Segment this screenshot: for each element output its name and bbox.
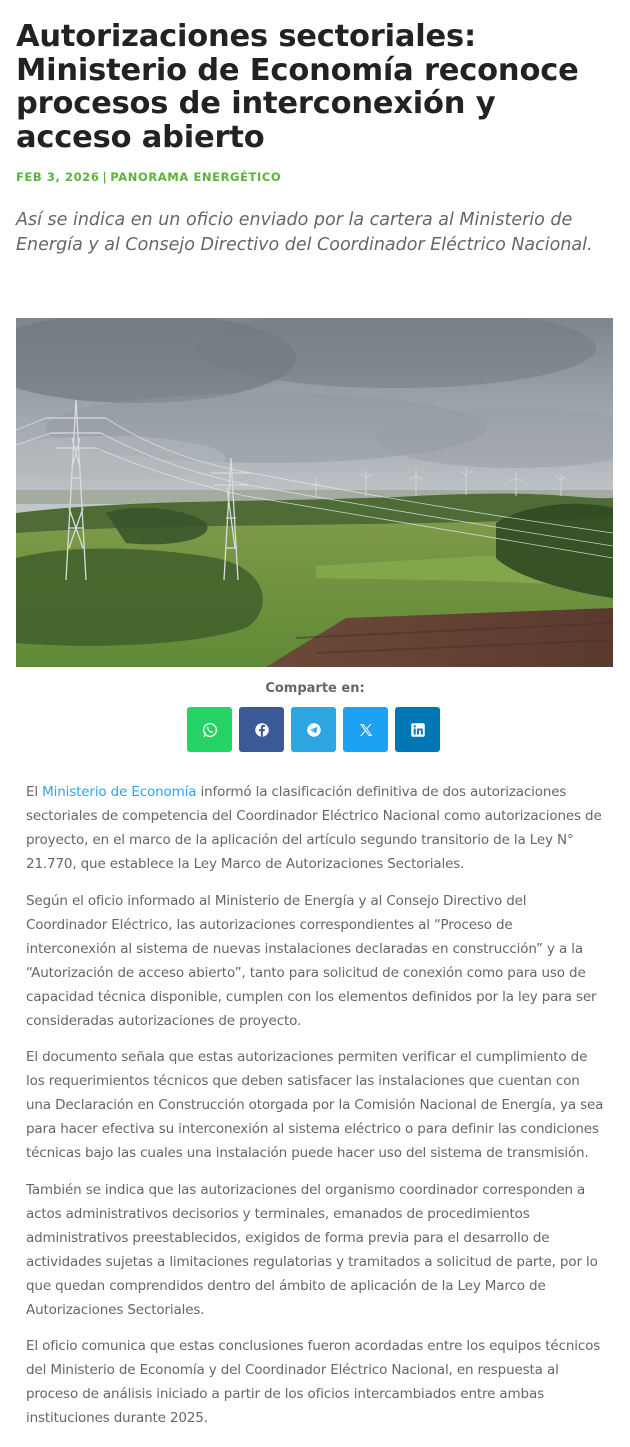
linkedin-icon: [409, 721, 427, 739]
paragraph-text: El: [26, 784, 43, 800]
facebook-icon: [253, 721, 271, 739]
share-label: Comparte en:: [265, 681, 365, 696]
share-x-button[interactable]: [343, 707, 388, 752]
share-linkedin-button[interactable]: [395, 707, 440, 752]
publish-date: FEB 3, 2026: [16, 170, 100, 184]
article-body: [26, 780, 606, 1443]
share-buttons: [187, 707, 440, 752]
telegram-icon: [305, 721, 323, 739]
body-paragraph-5: El oficio comunica que estas conclusiones fueron acordadas entre los equipos técnicos del Ministerio de Economía y del Coordinador Eléctrico Nacional, en respuesta al proceso de análisis iniciado a partir de los oficios intercambiados entre ambas instituciones durante 2025.: [26, 1338, 601, 1426]
share-whatsapp-button[interactable]: [187, 707, 232, 752]
hero-image: [16, 318, 613, 667]
body-paragraph-4: También se indica que las autorizaciones del organismo coordinador corresponden a actos administrativos decisorios y terminales, emanados de procedimientos administrativos preestablecidos, exigidos de forma previa para el desarrollo de actividades sujetas a limitaciones regulatorias y tramitados a solicitud de parte, por lo que quedan comprendidos dentro del ámbito de aplicación de la Ley Marco de Autorizaciones Sectoriales.: [26, 1181, 598, 1318]
whatsapp-icon: [201, 721, 219, 739]
body-paragraph-1: [26, 780, 606, 876]
category-link[interactable]: PANORAMA ENERGÉTICO: [110, 170, 282, 184]
landscape-power-lines-wind-turbines-icon: [16, 318, 613, 667]
x-icon: [357, 721, 375, 739]
share-telegram-button[interactable]: [291, 707, 336, 752]
article-excerpt: Así se indica en un oficio enviado por la cartera al Ministerio de Energía y al Consejo Directivo del Coordinador Eléctrico Nacional.: [16, 210, 593, 255]
body-paragraph-2: Según el oficio informado al Ministerio de Energía y al Consejo Directivo del Coordinador Eléctrico, las autorizaciones correspondientes al “Proceso de interconexión al sistema de nuevas instalaciones declaradas en construcción” y a la “Autorización de acceso abierto”, tanto para solicitud de conexión como para uso de capacidad técnica disponible, cumplen con los elementos definidos por la ley para ser consideradas autorizaciones de proyecto.: [26, 892, 597, 1029]
ministerio-economia-link[interactable]: Ministerio de Economía: [42, 784, 197, 800]
article-meta: [16, 170, 281, 184]
meta-separator: |: [102, 170, 108, 184]
share-facebook-button[interactable]: [239, 707, 284, 752]
paragraph-text: informó la clasificación definitiva de dos autorizaciones sectoriales de competencia del Coordinador Eléctrico Nacional como autorizaciones de proyecto, en el marco de la aplicación del artículo segundo transitorio de la Ley N° 21.770, que establece la Ley Marco de Autorizaciones Sectoriales.: [26, 784, 602, 872]
body-paragraph-3: El documento señala que estas autorizaciones permiten verificar el cumplimiento de los requerimientos técnicos que deben satisfacer las instalaciones que cuentan con una Declaración en Construcción otorgada por la Comisión Nacional de Energía, ya sea para hacer efectiva su interconexión al sistema eléctrico o para definir las condiciones técnicas bajo las cuales una instalación puede hacer uso del sistema de transmisión.: [26, 1049, 604, 1161]
article-title: Autorizaciones sectoriales: Ministerio de Economía reconoce procesos de interconexión y acceso abierto: [16, 19, 579, 155]
